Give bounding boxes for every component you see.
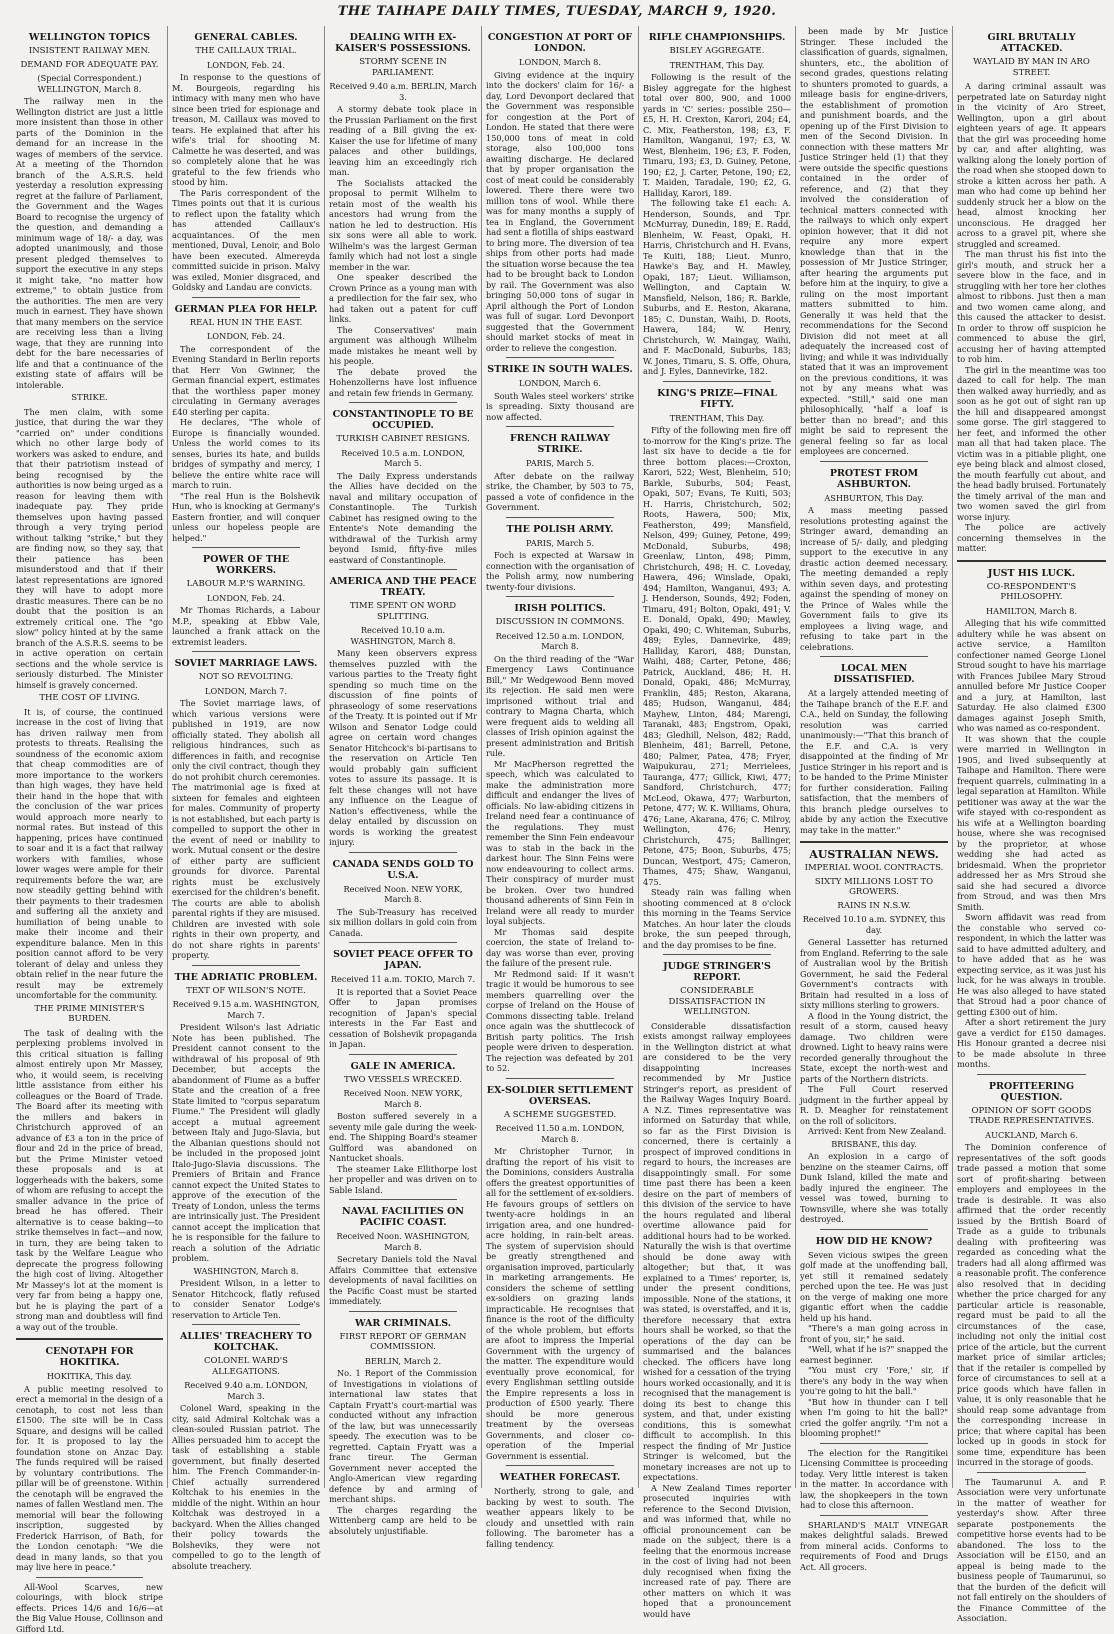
subheading: STORMY SCENE IN PARLIAMENT. bbox=[329, 57, 477, 78]
divider bbox=[192, 1324, 300, 1325]
dateline: TRENTHAM, This Day. bbox=[643, 60, 791, 71]
paragraph: been made by Mr Justice Stringer. These included the classification of guards, signalmen, shunters, etc., the abolition of second grades, questions relating to shunters promoted to guards, a mileage basis for engine-drivers, the establishment of promotion and punishment boards, and the opening up of the First Division to men of the Second Division. In connection with these matters Mr Justice Stringer held (1) that they were outside the specific questions contained in the order of reference, and (2) that they involved the consideration of technical matters connected with the railways to which only expert opinion however, that it did not require any more expert knowledge than that in the possession of Mr Justice Stringer, after hearing the arguments put before him at the inquiry, to give a ruling on the most important matters submitted to him. Generally it was held that the recommendations for the Second Division did not meet at all adequately the increased cost of living; and while it was individually stated that it was an improvement on the previous conditions, it was not by any means what was expected. "Still," said one man philosophically, "half a loaf is better than no bread"; and this might be said to represent the general feeling so far as local employees are concerned. bbox=[800, 26, 948, 457]
heading: POWER OF THE WORKERS. bbox=[172, 554, 320, 576]
subheading: BISLEY AGGREGATE. bbox=[643, 46, 791, 57]
paragraph: The police are actively concerning themselves in the matter. bbox=[957, 522, 1106, 554]
dateline: PARIS, March 5. bbox=[486, 458, 634, 469]
paragraph: A daring criminal assault was perpetrated late on Saturday night in the vicinity of Aro Street, Wellington, upon a girl about eighteen years of age. It appears that the girl was proceeding home by car, and after alighting, was walking along the lonely portion of the road when she stooped down to stroke a kitten across her path. A man who had come up behind her suddenly struck her a blow on the head, almost knocking her unconscious. He dragged her across to a gravel pit, where she struggled and screamed. bbox=[957, 81, 1106, 249]
paragraph: Colonel Ward, speaking in the city, said Admiral Koltchak was a clean-souled Russian patriot. The Allies persuaded him to accept the task of establishing a stable government, but finally deserted him. The French Commander-in-Chief actually surrendered Koltchak to his enemies in the middle of the night. Within an hour Koltchak was destroyed in a backyard. When the Allies changed their policy towards the Bolsheviks, they were not compelled to go to the length of absolute treachery. bbox=[172, 1403, 320, 1571]
subheading: TIME SPENT ON WORD SPLITTING. bbox=[329, 601, 477, 622]
dateline: Received Noon. WASHINGTON, March 8. bbox=[329, 1231, 477, 1252]
paragraph: The men claim, with some justice, that during the war they "carried on" under conditions which no other large body of workers was asked to endure, and that their patriotism instead of being recognised by the authorities is now being urged as a reason for leaving them with inadequate pay. They pride themselves upon having passed through a very trying period without talking "strike," but they are finding now, so they say, that their patience has been misunderstood and that if their latest representations are ignored they will have to adopt more drastic measures. There can be no doubt that the position is an extremely critical one. The "go slow" policy hinted at by the same branch of the A.S.R.S. seems to be in active operation on certain sections and the whole service is seriously disturbed. The Minister himself is gravely concerned. bbox=[16, 407, 163, 691]
column-1 bbox=[12, 26, 168, 1488]
paragraph: Considerable dissatisfaction exists amongst railway employees in the Wellington district at what are considered to be the very disappointing increases recommended by Mr Justice Stringer's report, as president of the Railway Wages Inquiry Board. A N.Z. Times representative was informed on Saturday that while, so far as the First Division is concerned, there is certainly a prospect of improved conditions in regard to hours, the increases are disappointingly small. For some time past there has been a keen desire on the part of members of this division of the service to have the hours regulated and liberal overtime allowance paid for additional hours had to be worked. Naturally the wish is that overtime should be done away with altogether; but that, it was explained to a Times' reporter, is, under the present conditions, impossible. None of the stations, it was stated, is overstaffed, and it is, therefore necessary that extra hours shall be worked, so that the operations of the day can be summarised and the balances checked. The officers have long wished for a cessation of the trying hours worked occasionally, and it is recognised that the management is doing its best to change this system, and that, under existing conditions, this is somewhat difficult to accomplish. In this respect the finding of Mr Justice Stringer is welcomed, but the monetary increases are not up to expectations. bbox=[643, 1021, 791, 1483]
heading: RIFLE CHAMPIONSHIPS. bbox=[643, 32, 791, 43]
heading: GENERAL CABLES. bbox=[172, 32, 320, 43]
divider bbox=[506, 1078, 614, 1079]
paragraph: A stormy debate took place in the Prussian Parliament on the first reading of a Bill giving the ex-Kaiser the use for lifetime of many palaces and other buildings, leaving him an exceedingly rich man. bbox=[329, 104, 477, 178]
subheading: OPINION OF SOFT GOODS TRADE REPRESENTATIVES. bbox=[957, 1106, 1106, 1127]
paragraph: Arrived: Kent from New Zealand. bbox=[800, 1126, 948, 1137]
divider bbox=[506, 596, 614, 597]
paragraph: President Wilson's last Adriatic Note has been published. The President cannot consent to the withdrawal of his proposal of 9th December, but accepts the abandonment of Fiume as a buffer State and the creation of a free State limited to "corpus separatum Fiume." The President will gladly accept a mutual agreement between Italy and Jugo-Slavia, but the Albanian questions should not be included in the proposed joint Italo-Jugo-Slavia discussions. The Premiers of Britain and France cannot expect the United States to approve of the execution of the Treaty of London, unless the terms are intrinsically just. The President cannot accept the implication that he is responsible for the failure to reach a solution of the Adriatic problem. bbox=[172, 1022, 320, 1264]
subheading: STRIKE. bbox=[16, 393, 163, 404]
column-3 bbox=[325, 26, 482, 1488]
divider bbox=[349, 942, 457, 943]
paragraph: The Sub-Treasury has received six million dollars in gold coin from Canada. bbox=[329, 907, 477, 939]
subheading: DISCUSSION IN COMMONS. bbox=[486, 617, 634, 628]
paragraph: The Taumarunui A. and P. Association were very unfortunate in the matter of weather for yesterday's show. After three separate postponements the competitive horse events had to be abandoned. The loss to the Association will be £150, and an appeal is being made to the business people of Taumarunui, so that the burden of the deficit will not fall entirely on the shoulders of the Finance Committee of the Association. bbox=[957, 1477, 1106, 1624]
paragraph: Mr Thomas said despite coercion, the state of Ireland to-day was worse than ever, proving the failure of the present rule. bbox=[486, 927, 634, 969]
heading: EX-SOLDIER SETTLEMENT OVERSEAS. bbox=[486, 1085, 634, 1107]
paragraph: After a short retirement the jury gave a verdict for £150 damages. His Honour granted a decree nisi to be made absolute in three months. bbox=[957, 1017, 1106, 1070]
heading: GALE IN AMERICA. bbox=[329, 1061, 477, 1072]
dateline: Received 9.40 a.m. LONDON, March 3. bbox=[172, 1380, 320, 1401]
column-5 bbox=[639, 26, 796, 1488]
dateline: Received Noon. NEW YORK, March 8. bbox=[329, 1088, 477, 1109]
paragraph: The charges regarding the Wittenberg camp are held to be absolutely unjustifiable. bbox=[329, 1505, 477, 1537]
dateline: LONDON, March 8. bbox=[486, 57, 634, 68]
paragraph: Seven vicious swipes the green golf made at the unoffending ball, yet still it remained sedately perched upon the tee. He was just on the verge of making one more gigantic effort when the caddie held up his hand. bbox=[800, 1250, 948, 1324]
paragraph: General Lassetter has returned from England. Referring to the sale of Australian wool by the British Government, he said the Federal Government's contracts with Britain had resulted in a loss of sixty millions sterling to growers. bbox=[800, 937, 948, 1011]
divider bbox=[192, 965, 300, 966]
dateline: LONDON, Feb. 24. bbox=[172, 60, 320, 71]
subheading: FIRST REPORT OF GERMAN COMMISSION. bbox=[329, 1332, 477, 1353]
dateline: WASHINGTON, March 8. bbox=[172, 1266, 320, 1277]
paragraph: A public meeting resolved to erect a memorial in the design of a cenotaph, to cost not less than £1500. The site will be in Cass Square, and designs will be called for. It is proposed to lay the foundation stone on Anzac Day. The funds required will be raised by voluntary contributions. The pillar will be of greenstone. Within the cenotaph will be engraved the names of fallen Westland men. The memorial will bear the following inscription, suggested by Frederick Harrison, of Bath, for the London cenotaph: "We die dead in many lands, so that you may live here in peace." bbox=[16, 1384, 163, 1573]
column-7 bbox=[953, 26, 1110, 1488]
dateline: AUCKLAND, March 6. bbox=[957, 1130, 1106, 1141]
heading: IRISH POLITICS. bbox=[486, 603, 634, 614]
divider bbox=[349, 852, 457, 853]
dateline: LONDON, March 6. bbox=[486, 378, 634, 389]
dateline: Received 9.40 a.m. BERLIN, March 3. bbox=[329, 81, 477, 102]
paragraph: It was shown that the couple were married in Wellington in 1905, and lived subsequently at Taihape and Hamilton. There were frequent quarrels, culminating in a legal separation at Hamilton. While petitioner was away at the war the wife stayed with co-respondent as his wife at a Wellington boarding house, where she was recognised by the proprietor, at whose wedding she had acted as bridesmaid. When the proprietor addressed her as Mrs Stroud she said she had secured a divorce from Stroud, and was then Mrs Smith. bbox=[957, 734, 1106, 913]
masthead bbox=[0, 4, 1114, 19]
paragraph: The Conservatives' main argument was although Wilhelm made mistakes he meant well by his people. bbox=[329, 325, 477, 367]
heading: NAVAL FACILITIES ON PACIFIC COAST. bbox=[329, 1206, 477, 1228]
paragraph: The Paris correspondent of the Times points out that it is curious to reflect upon the fatality which has attended Caillaux's acquaintances. Of the men mentioned, Duval, Lenoir, and Bolo have been executed. Almereyda committed suicide in prison. Malvy was exiled, Monier disgraced, and Goldsky and Landau are convicts. bbox=[172, 188, 320, 293]
dateline: Received Noon. NEW YORK, March 8. bbox=[329, 884, 477, 905]
paragraph: It is, of course, the continued increase in the cost of living that has driven railway men from protests to threats. Realising the soundness of the economic axiom that cheap commodities are of more importance to the workers than high wages, they have held their hand in the hope that with the conclusion of the war prices would approach more nearly to normal rates. But instead of this happening, prices have continued to soar and it is a fact that railway workers with families, whose lower wages were ample for their requirements before the war, are now steadily getting behind with their payments to their tradesmen and suffering all the anxiety and humiliation of being unable to make their income and their expenditure balance. Men in this position cannot afford to be very tolerant of delay and unless they obtain relief in the near future the result may be extremely uncomfortable for the community. bbox=[16, 707, 163, 1001]
heading: SOVIET MARRIAGE LAWS. bbox=[172, 658, 320, 669]
paragraph: Many keen observers express themselves puzzled with the various parties to the Treaty fight spending so much time on the discussion of fine points of phraseology of some reservations of the Treaty. It is pointed out if Mr Wilson and Senator Lodge could agree on certain word changes Senator Hitchcock's bi-partisans to the reservation on Article Ten would probably gain sufficient votes to assure its passage. It is felt these changes will not have any influence on the League of Nation's effectiveness, while the delay entailed by discussion on words is working the greatest injury. bbox=[329, 648, 477, 848]
divider bbox=[36, 1577, 143, 1578]
paragraph: One speaker described the Crown Prince as a young man with a predilection for the fair sex, who had taken out a patent for cuff links. bbox=[329, 272, 477, 325]
paragraph: The following take £1 each: A. Henderson, Sounds, and Tpr. McMurray, Dunedin, 189; E. Radd, Blenheim, W. Feast, Opaki, H. Harris, Christchurch and H. Evans, Te Kuiti, 188; Lieut. Munro, Hawke's Bay, and H. Mawley, Opaki, 187; Lieut. Williamson, Wellington, and Captain W. Mansfield, Nelson, 186; R. Barkle, Suburbs, and E. Reston, Akarana, 185; C. Dunstan, Waihi, D. Roots, Hawera, 184; W. Henry, Christchurch, W. Maingay, Waihi, and F. MacDonald, Suburbs, 183; W. Jones, Timaru, S. S. Offe, Ohura, and J. Eyles, Dannevirke, 182. bbox=[643, 198, 791, 377]
column-6 bbox=[796, 26, 953, 1488]
divider bbox=[506, 426, 614, 427]
dateline: LONDON, March 7. bbox=[172, 686, 320, 697]
subheading: TWO VESSELS WRECKED. bbox=[329, 1075, 477, 1086]
divider bbox=[820, 656, 928, 657]
heading: PROFITEERING QUESTION. bbox=[957, 1081, 1106, 1103]
paragraph: The correspondent of the Evening Standard in Berlin reports that Herr Von Gwinner, the German financial expert, estimates that the worthless paper money circulating in Germany averages £40 sterling per capita. bbox=[172, 344, 320, 418]
heading: ALLIES' TREACHERY TO KOLTCHAK. bbox=[172, 1331, 320, 1353]
paragraph: He declares, "The whole of Europe is financially wounded. Unless the world comes to its senses, buries its hate, and builds bridges of sympathy and mercy, I believe the entire white race will march to ruin. bbox=[172, 417, 320, 491]
paragraph: Following is the result of the Bisley aggregate for the highest total over 800, 900, and 1000 yards in 'C' series: possible 250—£5, H. H. Crexton, Karori, 204; £4, C. Mix, Featherston, 198; £3, F. Hamilton, Wanganui, 197; £3, W. West, Blenheim, 196; £3, F. Foden, Timaru, 193; £3, D. Guiney, Petone, 190; £2, J. Carter, Petone, 190; £2, T. Maiden, Taradale, 190; £2, G. Halliday, Karori, 189. bbox=[643, 72, 791, 198]
dateline: LONDON, Feb. 24. bbox=[172, 593, 320, 604]
paragraph: Mr Christopher Turnor, in drafting the report of his visit to the Dominions, considers Australia offers the greatest opportunities of all for the settlement of ex-soldiers. He favours groups of settlers on twenty-acre holdings in an irrigation area, and one hundred-acre holding, in rain-belt areas. The system of supervision should be greatly strengthened and organisation improved, particularly in marketing arrangements. He considers the scheme of settling ex-soldiers on grazing lands impracticable. He recognises that finance is the root of the difficulty of the whole problem, but efforts are afoot to impress the Imperial Government with the urgency of the matter. The expenditure would eventually prove economical, for every Englishman settling outside the Empire represents a loss in production of £500 yearly. There should be more generous treatment by the overseas Governments, and closer co-operation of the Imperial Government is essential. bbox=[486, 1146, 634, 1461]
heading: THE ADRIATIC PROBLEM. bbox=[172, 972, 320, 983]
column-2 bbox=[168, 26, 325, 1488]
heading: HOW DID HE KNOW? bbox=[800, 1236, 948, 1247]
subheading: THE PRIME MINISTER'S BURDEN. bbox=[16, 1004, 163, 1025]
heading: LOCAL MEN DISSATISFIED. bbox=[800, 663, 948, 685]
dateline: Received 10.5 a.m. LONDON, March 5. bbox=[329, 448, 477, 469]
paragraph: The Socialists attacked the proposal to permit Wilhelm to retain most of the wealth his ancestors had wrung from the nation he led to destruction. His six sons were all able to work. Wilhelm's was the largest German family which had not lost a single member in the war. bbox=[329, 178, 477, 273]
heading: AMERICA AND THE PEACE TREATY. bbox=[329, 576, 477, 598]
paragraph: In response to the questions of M. Bourgeois, regarding his intimacy with many men who have since been tried for espionage and treason, M. Caillaux was moved to tears. He explained that after his wife's trial for shooting M. Calmette he was deserted, and was so completely alone that he was grateful to the few friends who stood by him. bbox=[172, 72, 320, 188]
paragraph: Sworn affidavit was read from the constable who served co-respondent, in which the latter was said to have admitted adultery, and to have added that as he was expecting service, as it was just his luck, for he was always in trouble. He was also alleged to have stated that Stroud had a poor chance of getting £300 out of him. bbox=[957, 912, 1106, 1017]
divider bbox=[349, 1311, 457, 1312]
paragraph: Alleging that his wife committed adultery while he was absent on active service, a Hamilton confectioner named George Lionel Stroud sought to have his marriage with Frances Jubilee Mary Stroud annulled before Mr Justice Cooper and a jury, at Hamilton, last Saturday. He also claimed £300 damages against Joseph Smith, who was named as co-respondent. bbox=[957, 618, 1106, 734]
subheading: TURKISH CABINET RESIGNS. bbox=[329, 434, 477, 445]
paragraph: "You must cry 'Fore,' sir, if there's any body in the way when you're going to hit the ball." bbox=[800, 1365, 948, 1397]
subheading: LABOUR M.P.'S WARNING. bbox=[172, 579, 320, 590]
dateline: TRENTHAM, This Day. bbox=[643, 413, 791, 424]
paragraph: The Full Court reserved judgment in the further appeal by R. D. Meagher for reinstatement on the roll of solicitors. bbox=[800, 1084, 948, 1126]
dateline: BRISBANE, this day. bbox=[800, 1139, 948, 1150]
paragraph: On the third reading of the "War Emergency Laws Continuance Bill," Mr Wedgewood Benn moved its rejection. He said men were imprisoned without trial and contrary to Magna Charta, which were frequent aids to welding all classes of Irish opinion against the present administration and British rule. bbox=[486, 654, 634, 759]
subheading: COLONEL WARD'S ALLEGATIONS. bbox=[172, 1356, 320, 1377]
columns bbox=[12, 26, 1110, 1488]
advertisement: All-Wool Scarves, new colourings, with block stripe effects. Prices 14/6 and 16/6—at the Big Value House, Collinson and Gifford Ltd. bbox=[16, 1582, 163, 1634]
dateline: HOKITIKA, This day. bbox=[16, 1371, 163, 1382]
divider bbox=[663, 954, 771, 955]
heading: WEATHER FORECAST. bbox=[486, 1472, 634, 1483]
paragraph: Mr Redmond said: If it wasn't tragic it would be humorous to see members quarrelling over the corpse of Ireland on the House of Commons dissecting table. Ireland once again was the shuttlecock of British party politics. The Irish people were driven to desperation. The rejection was defeated by 201 to 52. bbox=[486, 969, 634, 1074]
subheading: TEXT OF WILSON'S NOTE. bbox=[172, 986, 320, 997]
paragraph: An explosion in a cargo of benzine on the steamer Cairns, off Dunk Island, killed the mate and badly injured the engineer. The vessel was towed, burning to Townsville, where she was totally destroyed. bbox=[800, 1151, 948, 1225]
paragraph: The man thrust his fist into the girl's mouth, and struck her a severe blow in the face, and in struggling with her tore her clothes almost to ribbons. Just then a man and two women came along, and this caused the attacker to desist. In order to throw off suspicion he commenced to abuse the girl, accusing her of having attempted to rob him. bbox=[957, 249, 1106, 365]
heading: STRIKE IN SOUTH WALES. bbox=[486, 364, 634, 375]
heading: CONSTANTINOPLE TO BE OCCUPIED. bbox=[329, 409, 477, 431]
subheading: REAL HUN IN THE EAST. bbox=[172, 318, 320, 329]
divider bbox=[820, 1443, 928, 1444]
divider bbox=[16, 1338, 163, 1340]
advertisement: SHARLAND'S MALT VINEGAR makes delightful salads. Brewed from mineral acids. Conforms to requirements of Food and Drugs Act. All grocers. bbox=[800, 1520, 948, 1573]
heading: CANADA SENDS GOLD TO U.S.A. bbox=[329, 859, 477, 881]
paragraph: After debate on the railway strike, the Chamber, by 503 to 75, passed a vote of confidence in the Government. bbox=[486, 471, 634, 513]
paragraph: The Soviet marriage laws, of which various versions were published in 1919, are now officially stated. They abolish all religious hindrances, such as differences in faith, and recognise only the civil contract, though they do not prohibit church ceremonies. The matrimonial age is fixed at sixteen for females and eighteen for males. Community of property is not established, but each party is compelled to support the other in the event of need or inability to work. Mutual consent or the desire of either party are sufficient grounds for divorce. Parental rights must be exclusively exercised for the children's benefit. The courts are able to abolish parental rights if they are misused. Children are invested with sole rights in their own property, and do not share rights in parents' property. bbox=[172, 698, 320, 961]
paragraph: Mr Thomas Richards, a Labour M.P., speaking at Ebbw Vale, launched a frank attack on the extremist leaders. bbox=[172, 605, 320, 647]
dateline: Received 11 a.m. TOKIO, March 7. bbox=[329, 974, 477, 985]
heading: SOVIET PEACE OFFER TO JAPAN. bbox=[329, 949, 477, 971]
subheading: THE COST OF LIVING. bbox=[16, 693, 163, 704]
paragraph: The task of dealing with the perplexing problems involved in this critical situation is falling almost entirely upon Mr Massey, who, it would seem, is receiving little assistance from either his colleagues or the Board of Trade. The Board after its meeting with the millers and bakers in Christchurch approved of an advance of £3 a ton in the price of flour and 2d in the price of bread, but the Prime Minister vetoed these proposals and is at loggerheads with the bakers, some of whom are refusing to accept the smaller advance in the price of bread he has offered. Their alternative is to cease baking—to strike themselves in fact—and now, in turn, they are being taken to task by the Welfare League who deprecate the progress following the high cost of living. Altogether Mr Massey's lot at the moment is very far from being a happy one, but he is playing the part of a strong man and doubtless will find a way out of the trouble. bbox=[16, 1028, 163, 1333]
paragraph: "There's a man going across in front of you, sir," he said. bbox=[800, 1323, 948, 1344]
divider bbox=[192, 297, 300, 298]
divider bbox=[820, 1515, 928, 1516]
dateline: LONDON, Feb. 24. bbox=[172, 331, 320, 342]
subheading: A SCHEME SUGGESTED. bbox=[486, 1110, 634, 1121]
subheading: DEMAND FOR ADEQUATE PAY. bbox=[16, 60, 163, 71]
dateline: PARIS, March 5. bbox=[486, 538, 634, 549]
paragraph: Steady rain was falling when shooting commenced at 8 o'clock this morning in the Teams Service Matches. An hour later the clouds broke, the sun peeped through, and the day promises to be fine. bbox=[643, 887, 791, 950]
paragraph: Secretary Daniels told the Naval Affairs Committee that extensive developments of naval facilities on the Pacific Coast must be started immediately. bbox=[329, 1254, 477, 1307]
paragraph: The Dominion conference of representatives of the soft goods trade passed a motion that some sort of profit-sharing between employers and employees in the trade is desirable. It was also affirmed that the order recently issued by the British Board of Trade as a guide to tribunals dealing with profiteering was regarded as conceding what the traders had all along affirmed was a reasonable profit. The conference also resolved that in deciding whether the price charged for any particular article is reasonable, regard must be paid to all the circumstances of the case, including not only the initial cost price of the article, but the current market price of similar articles; that if the retailer is compelled by force of circumstances to sell at a price goods which have fallen in value, it is only reasonable that he should reap some advantage from the corresponding increase in price; that where capital has been locked up in goods in stock for some time, expenditure has been incurred in the storage of goods. bbox=[957, 1142, 1106, 1468]
column-4 bbox=[482, 26, 639, 1488]
dateline: (Special Correspondent.) WELLINGTON, March 8. bbox=[16, 73, 163, 94]
paragraph: The election for the Rangitikei Licensing Committee is proceeding today. Very little interest is taken in the matter. In accordance with law, the shopkeepers in the town had to close this afternoon. bbox=[800, 1448, 948, 1511]
heading: JUST HIS LUCK. bbox=[957, 568, 1106, 579]
paragraph: A mass meeting passed resolutions protesting against the Stringer award, demanding an increase of 5/- daily, and pledging support to the executive in any drastic action deemed necessary. The meeting demanded a reply within seven days, and protesting against the spending of money on the Prince of Wales while the Government fails to give its employees a living wage, and refusing to take part in the celebrations. bbox=[800, 505, 948, 652]
divider bbox=[349, 569, 457, 570]
paragraph: South Wales steel workers' strike is spreading. Sixty thousand are now affected. bbox=[486, 391, 634, 423]
heading: WAR CRIMINALS. bbox=[329, 1318, 477, 1329]
subheading: WAYLAID BY MAN IN ARO STREET. bbox=[957, 57, 1106, 78]
paragraph: Boston suffered severely in a seventy mile gale during the week-end. The Shipping Board's steamer Gulfford was abandoned on Nantucket shoals. bbox=[329, 1111, 477, 1164]
dateline: BERLIN, March 2. bbox=[329, 1356, 477, 1367]
paragraph: Mr MacPherson regretted the speech, which was calculated to make the administration more difficult and endanger the lives of officials. No law-abiding citizens in Ireland need fear a continuance of the regulations. They must remember the Sinn Fein endeavour was to stab in the back in the darkest hour. The Sinn Feins were now endeavouring to collect arms. Their conspiracy of murder must be broken. Over two hundred thousand adherents of Sinn Fein in Ireland were all ready to murder loyal subjects. bbox=[486, 759, 634, 927]
subheading: CONSIDERABLE DISSATISFACTION IN WELLINGTON. bbox=[643, 986, 791, 1018]
subheading: INSISTENT RAILWAY MEN. bbox=[16, 46, 163, 57]
paragraph: No. 1 Report of the Commission of Investigations in violations of international law states that Captain Fryatt's court-martial was conducted without any infraction of the law, but was unnecessarily speedy. The execution was to be regretted. Captain Fryatt was a franc tireur. The German Government never accepted the Anglo-American view regarding defence by and arming of merchant ships. bbox=[329, 1368, 477, 1505]
dateline: ASHBURTON, This Day. bbox=[800, 493, 948, 504]
divider bbox=[349, 402, 457, 403]
paragraph: Northerly, strong to gale, and backing by west to south. The weather appears likely to be cloudy and unsettled with rain following. The barometer has a falling tendency. bbox=[486, 1486, 634, 1549]
heading: GIRL BRUTALLY ATTACKED. bbox=[957, 32, 1106, 54]
paragraph: A flood in the Young district, the result of a storm, caused heavy damage. Two children were drowned. Light to heavy rains were recorded generally throughout the State, except the north-west and parts of the Northern districts. bbox=[800, 1011, 948, 1085]
paragraph: The railway men in the Wellington district are just a little more insistent than those in other parts of the Dominion in the demand for an increase in the wages of members of the service. At a meeting of the Thorndon branch of the A.S.R.S. held yesterday a resolution expressing regret at the failure of Parliament, the Government and the Wages Board to recognise the urgency of the question, and demanding a minimum wage of 18/- a day, was adopted unanimously, and those present pledged themselves to support the executive in any steps it might take, "no matter how extreme," to obtain justice from the authorities. The men are very much in earnest. They have shown that many members on the service are receiving less than a living wage, that they are running into debt for the bare necessaries of life and that a continuance of the existing state of affairs will be intolerable. bbox=[16, 96, 163, 390]
dateline: Received 10.10 a.m. WASHINGTON, March 8. bbox=[329, 625, 477, 646]
dateline: Received 11.50 a.m. LONDON, March 8. bbox=[486, 1123, 634, 1144]
heading: CENOTAPH FOR HOKITIKA. bbox=[16, 1346, 163, 1368]
paragraph: The Daily Express understands the Allies have decided on the naval and military occupation of Constantinople. The Turkish Cabinet has resigned owing to the Entente's Note demanding the withdrawal of the Turkish army beyond Ismid, fifty-five miles eastward of Constantinople. bbox=[329, 471, 477, 566]
paragraph: "The real Hun is the Bolshevik Hun, who is knocking at Germany's Eastern frontier, and will conquer unless our hopeless people are helped." bbox=[172, 491, 320, 544]
divider bbox=[977, 1074, 1086, 1075]
paragraph: Fifty of the following men fire off to-morrow for the King's prize. The last six have to decide a tie for three bottom places:—Croxton, Karori, 522; West, Blenheim, 510; Barkle, Suburbs, 504; Feast, Opaki, 507; Evans, Te Kuiti, 503; H. Harris, Christchurch, 502; Roots, Hawera, 500; Mix, Featherston, 499; Mansfield, Nelson, 499; Guiney, Petone, 499; McDonald, Suburbs, 498; Greenlaw, Linton, 498; Pimm, Christchurch, 498; H. C. Loveday, Hawera, 496; Winslade, Opaki, 494; Hamilton, Wanganui, 493; A. J. Henderson, Sounds, 492; Foden, Timaru, 491; Bolton, Opaki, 491; V. E. Donald, Opaki, 490; Mawley, Opaki, 490; C. Whiteman, Suburbs, 489; Eyles, Dannevirke, 489; Halliday, Karori, 488; Dunstan, Waihi, 488; Carter, Petone, 486; Patrick, Auckland, 486; H. H. Donald, Opaki, 486; McMurray, Franklin, 485; Reston, Akarana, 485; Hudson, Wanganui, 484; Mayhew, Linton, 484; Marengi, Taranaki, 483; Engstrom, Opaki, 483; Gledhill, Nelson, 482; Radd, Blenheim, 481; Barrell, Petone, 480; Palmer, Patea, 478; Fryer, Waipukurau, 271; Merrielees, Tauranga, 477; Gillick, Kiwi, 477; Sandford, Christchurch, 477; McLeod, Okawa, 477; Warburton, Petone, 477; W. K. Williams, Ohura, 476; Lane, Akarana, 476; C. Milroy, Wellington, 476; Henry, Christchurch, 475; Ballinger, Petone, 475; Boon, Suburbs, 475; Duncan, Westport, 475; Cameron, Thames, 475; Shaw, Wanganui, 475. bbox=[643, 425, 791, 887]
paragraph: The debate proved the Hohenzollerns have lost influence and retain few friends in Germany. bbox=[329, 367, 477, 399]
divider bbox=[349, 1199, 457, 1200]
paragraph: It is reported that a Soviet Peace Offer to Japan promises recognition of Japan's special interests in the Far East and cessation of Bolshevik propaganda in Japan. bbox=[329, 987, 477, 1050]
heading: AUSTRALIAN NEWS. bbox=[800, 849, 948, 860]
paragraph: Giving evidence at the inquiry into the dockers' claim for 16/- a day, Lord Devonport declared that the Government was responsible for congestion at the Port of London. He stated that there were 150,000 tons of meat in cold storage, also 100,000 tons awaiting discharge. He declared that by proper organisation the cost of meat could be considerably lowered. There there were two million tons of wool. While there was for many months a supply of tea in England, the Government had sent a flotilla of ships eastward to bring more. The diversion of tea ships from other ports had made the situation worse because the tea had to be brought back to London by rail. The Government was also bringing 50,000 tons of sugar in April although the Port of London was full of sugar. Lord Devonport suggested that the Government should market stocks of meat in order to relieve the congestion. bbox=[486, 70, 634, 354]
heading: PROTEST FROM ASHBURTON. bbox=[800, 468, 948, 490]
divider bbox=[506, 517, 614, 518]
heading: GERMAN PLEA FOR HELP. bbox=[172, 304, 320, 315]
divider bbox=[800, 841, 948, 843]
divider bbox=[192, 651, 300, 652]
divider bbox=[957, 560, 1106, 562]
heading: JUDGE STRINGER'S REPORT. bbox=[643, 961, 791, 983]
paragraph: "Well, what if he is?" snapped the earnest beginner. bbox=[800, 1344, 948, 1365]
divider bbox=[977, 1472, 1086, 1473]
subheading: THE CAILLAUX TRIAL. bbox=[172, 46, 320, 57]
dateline: HAMILTON, March 8. bbox=[957, 606, 1106, 617]
divider bbox=[663, 381, 771, 382]
heading: DEALING WITH EX-KAISER'S POSSESSIONS. bbox=[329, 32, 477, 54]
divider bbox=[820, 461, 928, 462]
dateline: Received 12.50 a.m. LONDON, March 8. bbox=[486, 631, 634, 652]
paragraph: Foch is expected at Warsaw in connection with the organisation of the Polish army, now numbering twenty-four divisions. bbox=[486, 550, 634, 592]
paragraph: The girl in the meantime was too dazed to call for help. The man then walked away hurriedly, and as soon as he got out of sight ran up the hill and disappeared amongst some gorse. The girl staggered to her feet, and informed the other man all that had taken place. The victim was in a pitiable plight, one eye being black and almost closed, the mouth fearfully cut about, and the head badly bruised. Fortunately the timely arrival of the man and two women saved the girl from worse injury. bbox=[957, 365, 1106, 523]
heading: THE POLISH ARMY. bbox=[486, 524, 634, 535]
masthead-title: THE TAIHAPE DAILY TIMES, TUESDAY, MARCH 9, 1920. bbox=[338, 4, 777, 19]
subheading: IMPERIAL WOOL CONTRACTS. bbox=[800, 863, 948, 874]
heading: KING'S PRIZE—FINAL FIFTY. bbox=[643, 388, 791, 410]
subheading: CO-RESPONDENT'S PHILOSOPHY. bbox=[957, 582, 1106, 603]
heading: WELLINGTON TOPICS bbox=[16, 32, 163, 43]
divider bbox=[820, 1229, 928, 1230]
divider bbox=[349, 1054, 457, 1055]
dateline: Received 9.15 a.m. WASHINGTON, March 7. bbox=[172, 999, 320, 1020]
dateline: Received 10.10 a.m. SYDNEY, this day. bbox=[800, 914, 948, 935]
subheading: NOT SO REVOLTING. bbox=[172, 672, 320, 683]
paragraph: President Wilson, in a letter to Senator Hitchcock, flatly refused to consider Senator Lodge's reservation to Article Ten. bbox=[172, 1278, 320, 1320]
subheading: RAINS IN N.S.W. bbox=[800, 901, 948, 912]
heading: FRENCH RAILWAY STRIKE. bbox=[486, 433, 634, 455]
paragraph: "But how in thunder can I tell when I'm going to hit the ball?" cried the golfer angrily. "I'm not a blooming prophet!" bbox=[800, 1397, 948, 1439]
paragraph: The steamer Lake Ellithorpe lost her propeller and was driven on to Sable Island. bbox=[329, 1164, 477, 1196]
paragraph: At a largely attended meeting of the Taihape branch of the E.F. and C.A., held on Sunday, the following resolution was carried unanimously:—"That this branch of the E.F. and C.A. is very disappointed at the finding of Mr Justice Stringer in his report and is to be handed to the Prime Minister for further consideration. Failing satisfaction, that the members of this branch pledge ourselves to abide by any action the Executive may take in the matter." bbox=[800, 688, 948, 835]
paragraph: A New Zealand Times reporter prosecuted inquiries with reference to the Second Division, and was informed that, while no official pronouncement can be made on the subject, there is a feeling that the enormous increase in the cost of living had not been duly recognised when fixing the increased rate of pay. There are other matters on which it was hoped that a pronouncement would have bbox=[643, 1483, 791, 1620]
divider bbox=[192, 547, 300, 548]
heading: CONGESTION AT PORT OF LONDON. bbox=[486, 32, 634, 54]
divider bbox=[506, 1465, 614, 1466]
divider bbox=[506, 357, 614, 358]
subheading: SIXTY MILLIONS LOST TO GROWERS. bbox=[800, 877, 948, 898]
